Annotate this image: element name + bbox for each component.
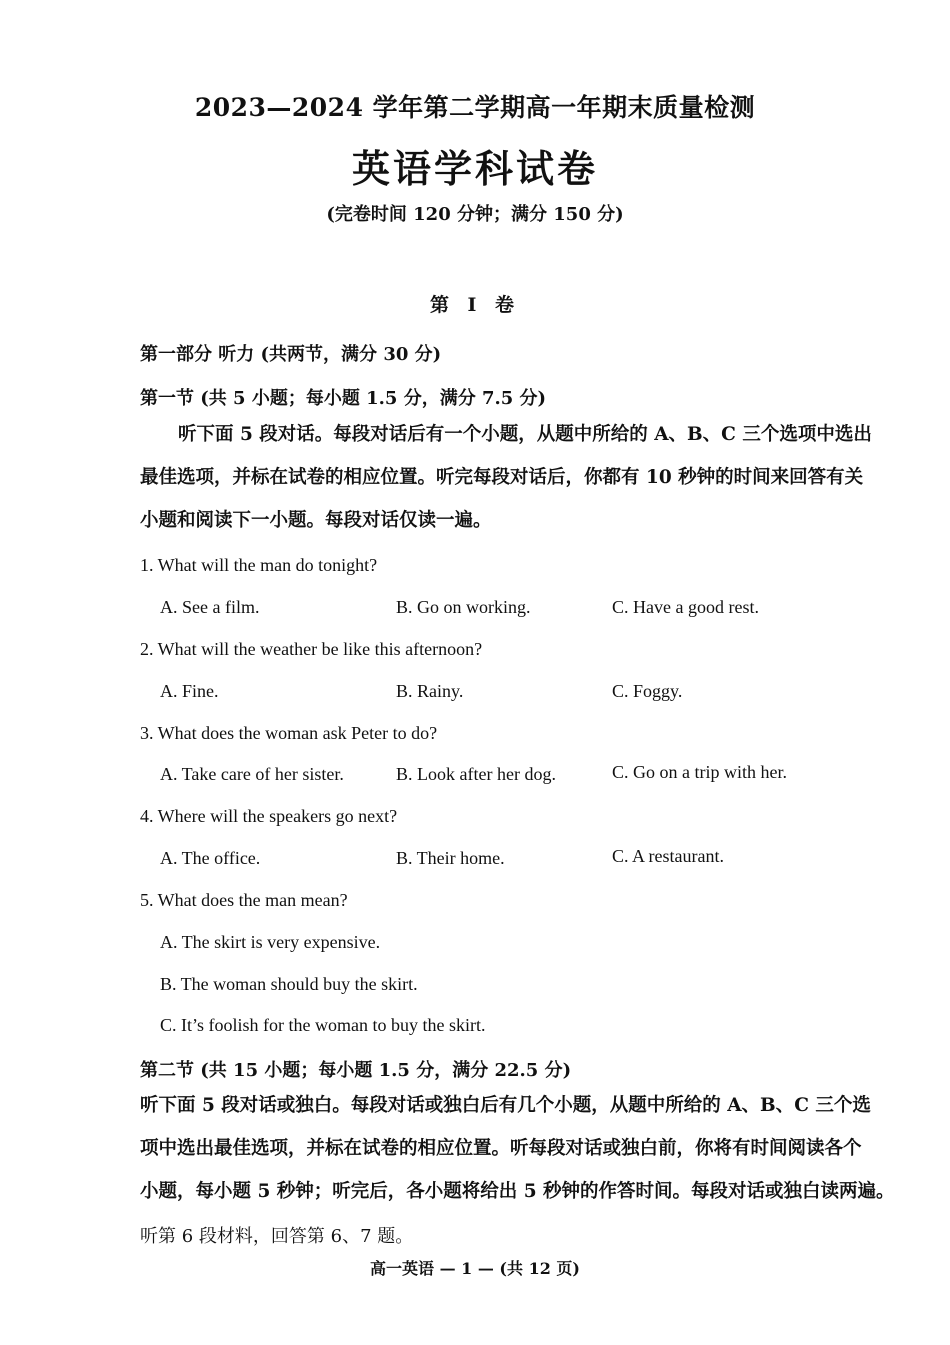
section1-instruction-line: 听下面 5 段对话。每段对话后有一个小题，从题中所给的 A、B、C 三个选项中选出 — [178, 424, 872, 445]
question-4-option-a: A. The office. — [160, 848, 261, 868]
question-1-option-b: B. Go on working. — [396, 597, 531, 617]
question-5-option-c: C. It’s foolish for the woman to buy the skirt. — [160, 1015, 486, 1035]
section2-instruction-line: 小题，每小题 5 秒钟；听完后，各小题将给出 5 秒钟的作答时间。每段对话或独白读两遍。 — [140, 1181, 895, 1202]
question-4-option-c: C. A restaurant. — [612, 846, 724, 866]
question-2: 2. What will the weather be like this afternoon? — [140, 639, 483, 659]
section2-instruction-line: 项中选出最佳选项，并标在试卷的相应位置。听每段对话或独白前，你将有时间阅读各个 — [140, 1138, 862, 1159]
question-2-option-b: B. Rainy. — [396, 681, 464, 701]
question-3-option-c: C. Go on a trip with her. — [612, 762, 787, 782]
question-3: 3. What does the woman ask Peter to do? — [140, 723, 438, 743]
page-footer: 高一英语 — 1 — (共 12 页) — [370, 1259, 580, 1278]
time-note: (完卷时间 120 分钟；满分 150 分) — [326, 204, 624, 225]
volume-heading: 第 I 卷 — [429, 294, 521, 316]
section2-title: 第二节 (共 15 小题；每小题 1.5 分，满分 22.5 分) — [140, 1060, 572, 1081]
subject-title: 英语学科试卷 — [351, 146, 598, 191]
section1-instruction-line: 最佳选项，并标在试卷的相应位置。听完每段对话后，你都有 10 秒钟的时间来回答有关 — [140, 467, 864, 488]
question-2-option-c: C. Foggy. — [612, 681, 683, 701]
question-2-option-a: A. Fine. — [160, 681, 219, 701]
section2-next-instruction: 听第 6 段材料，回答第 6、7 题。 — [140, 1226, 414, 1247]
section1-title: 第一节 (共 5 小题；每小题 1.5 分，满分 7.5 分) — [140, 388, 547, 409]
question-4-option-b: B. Their home. — [396, 848, 505, 868]
section2-instruction-line: 听下面 5 段对话或独白。每段对话或独白后有几个小题，从题中所给的 A、B、C 三个选 — [140, 1095, 871, 1116]
question-3-option-b: B. Look after her dog. — [396, 764, 556, 784]
question-5-option-b: B. The woman should buy the skirt. — [160, 974, 418, 994]
question-1-option-c: C. Have a good rest. — [612, 597, 759, 617]
section1-instruction-line: 小题和阅读下一小题。每段对话仅读一遍。 — [140, 510, 492, 531]
question-1-option-a: A. See a film. — [160, 597, 260, 617]
question-5: 5. What does the man mean? — [140, 890, 348, 910]
part1-title: 第一部分 听力 (共两节，满分 30 分) — [140, 344, 442, 365]
question-4: 4. Where will the speakers go next? — [140, 806, 398, 826]
question-1: 1. What will the man do tonight? — [140, 555, 378, 575]
exam-title: 2023—2024 学年第二学期高一年期末质量检测 — [194, 93, 756, 122]
question-3-option-a: A. Take care of her sister. — [160, 764, 344, 784]
question-5-option-a: A. The skirt is very expensive. — [160, 932, 381, 952]
